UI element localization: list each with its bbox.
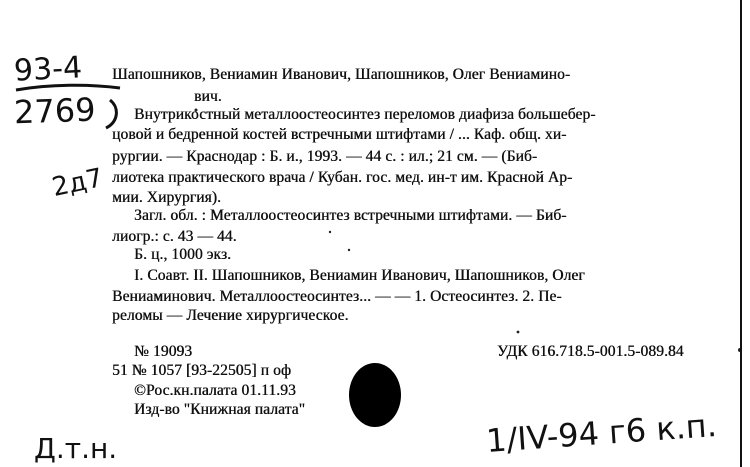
handwritten-bottom-right: 1/IV-94 г6 к.п. — [484, 405, 719, 461]
note-line-2: лиогр.: с. 43 — 44. — [112, 228, 237, 245]
title-line-5: мии. Хирургия). — [112, 189, 222, 206]
author-line-1: Шапошников, Вениамин Иванович, Шапошников, Олег Вениамино- — [112, 66, 571, 83]
order-line: 51 № 1057 [93-22505] п оф — [112, 362, 291, 379]
title-line-2: цовой и бедренной костей встречными штифтами / ... Каф. общ. хи- — [112, 126, 567, 143]
index-line-2: Вениаминович. Металлоостеосинтез... — — 1. Остеосинтез. 2. Пе- — [112, 288, 562, 305]
index-line-1: I. Соавт. II. Шапошников, Вениамин Иванович, Шапошников, Олег — [134, 267, 585, 284]
price-line: Б. ц., 1000 экз. — [134, 246, 232, 263]
udk-line: УДК 616.718.5-001.5-089.84 — [497, 343, 684, 360]
handwritten-side-mark: 2д7 — [49, 163, 106, 203]
title-line-1: Внутрикостный металлоостеосинтез переломов диафиза большебер- — [134, 106, 596, 123]
number-line: № 19093 — [134, 343, 193, 360]
handwritten-shelf-mark-bottom: 2769 — [13, 90, 97, 132]
note-line-1: Загл. обл. : Металлоостеосинтез встречными штифтами. — Биб- — [134, 207, 567, 224]
copyright-line: ©Рос.кн.палата 01.11.93 — [134, 382, 296, 399]
handwritten-bottom-left: Д.т.н. — [34, 432, 118, 465]
index-line-3: реломы — Лечение хирургическое. — [112, 307, 349, 324]
publisher-line: Изд-во "Книжная палата" — [134, 401, 306, 418]
title-line-3: рургии. — Краснодар : Б. и., 1993. — 44 с. : ил.; 21 см. — (Биб- — [112, 148, 538, 165]
handwritten-shelf-mark-top: 93-4 — [13, 50, 83, 89]
title-line-4: лиотека практического врача / Кубан. гос. мед. ин-т им. Красной Ар- — [112, 169, 573, 186]
author-line-2: вич. — [194, 88, 222, 105]
